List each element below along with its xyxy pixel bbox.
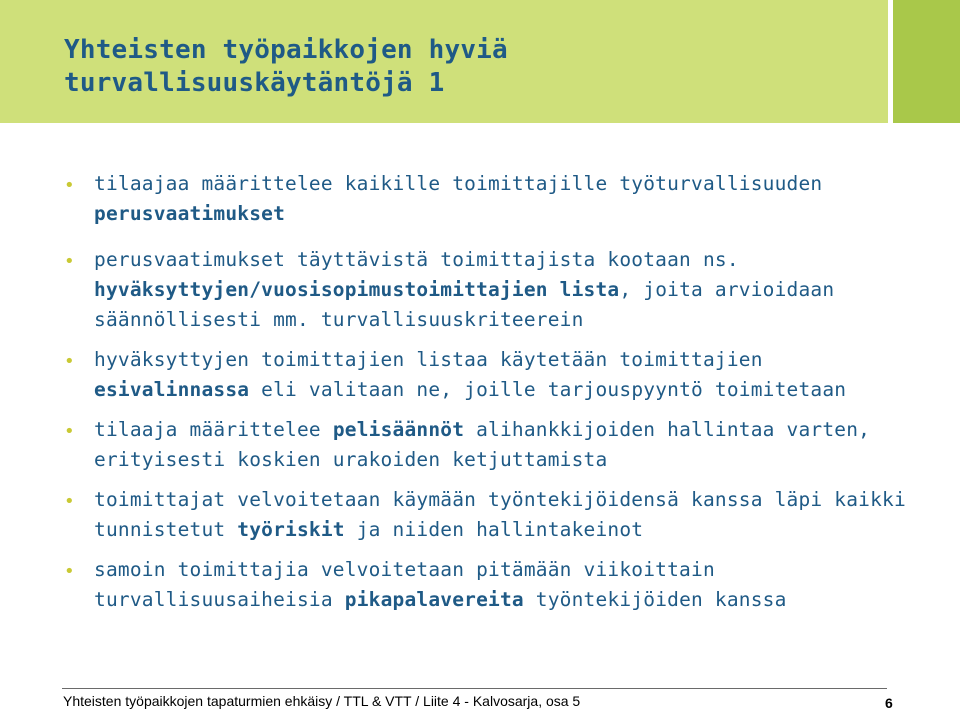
slide-title-line-1: Yhteisten työpaikkojen hyviä (64, 35, 508, 65)
bullet-emphasis: pikapalavereita (344, 588, 524, 611)
page-number: 6 (885, 695, 893, 711)
bullet-emphasis: perusvaatimukset (94, 202, 286, 225)
footer-text: Yhteisten työpaikkojen tapaturmien ehkäisy / TTL & VTT / Liite 4 - Kalvosarja, osa 5 (63, 693, 581, 709)
bullet-marker-icon: • (64, 251, 75, 272)
slide-title (64, 34, 864, 100)
bullet-text: samoin toimittajia velvoitetaan pitämään viikoittain turvallisuusaiheisia (94, 558, 715, 611)
bullet-item (64, 245, 924, 335)
bullet-emphasis: työriskit (237, 518, 345, 541)
bullet-marker-icon: • (64, 491, 75, 512)
bullet-text-tail: , joita arvioidaan säännöllisesti mm. turvallisuuskriteerein (94, 278, 835, 331)
bullet-list (64, 169, 924, 615)
bullet-text: toimittajat velvoitetaan käymään työntekijöidensä kanssa läpi kaikki tunnistetut (94, 488, 906, 541)
bullet-item (64, 169, 924, 229)
bullet-text-tail: eli valitaan ne, joille tarjouspyyntö toimitetaan (249, 378, 847, 401)
bullet-marker-icon: • (64, 421, 75, 442)
bullet-text: tilaaja määrittelee (94, 418, 333, 441)
bullet-marker-icon: • (64, 351, 75, 372)
bullet-text: perusvaatimukset täyttävistä toimittajista kootaan ns. (94, 248, 739, 271)
bullet-item (64, 345, 924, 405)
bullet-text-tail: ja niiden hallintakeinot (344, 518, 644, 541)
slide-title-line-2: turvallisuuskäytäntöjä 1 (64, 68, 445, 98)
bullet-emphasis: hyväksyttyjen/vuosisopimustoimittajien lista (94, 278, 620, 301)
footer-divider (62, 688, 887, 689)
bullet-item (64, 415, 924, 475)
bullet-text-tail: alihankkijoiden hallintaa varten, erityisesti koskien urakoiden ketjuttamista (94, 418, 871, 471)
bullet-item (64, 485, 924, 545)
bullet-emphasis: esivalinnassa (94, 378, 250, 401)
title-accent-bar (893, 0, 960, 123)
bullet-item (64, 555, 924, 615)
bullet-text-tail: työntekijöiden kanssa (523, 588, 787, 611)
bullet-text: tilaajaa määrittelee kaikille toimittajille työturvallisuuden (94, 172, 823, 195)
bullet-emphasis: pelisäännöt (332, 418, 465, 441)
bullet-text: hyväksyttyjen toimittajien listaa käytetään toimittajien (94, 348, 763, 371)
bullet-marker-icon: • (64, 175, 75, 196)
bullet-marker-icon: • (64, 561, 75, 582)
